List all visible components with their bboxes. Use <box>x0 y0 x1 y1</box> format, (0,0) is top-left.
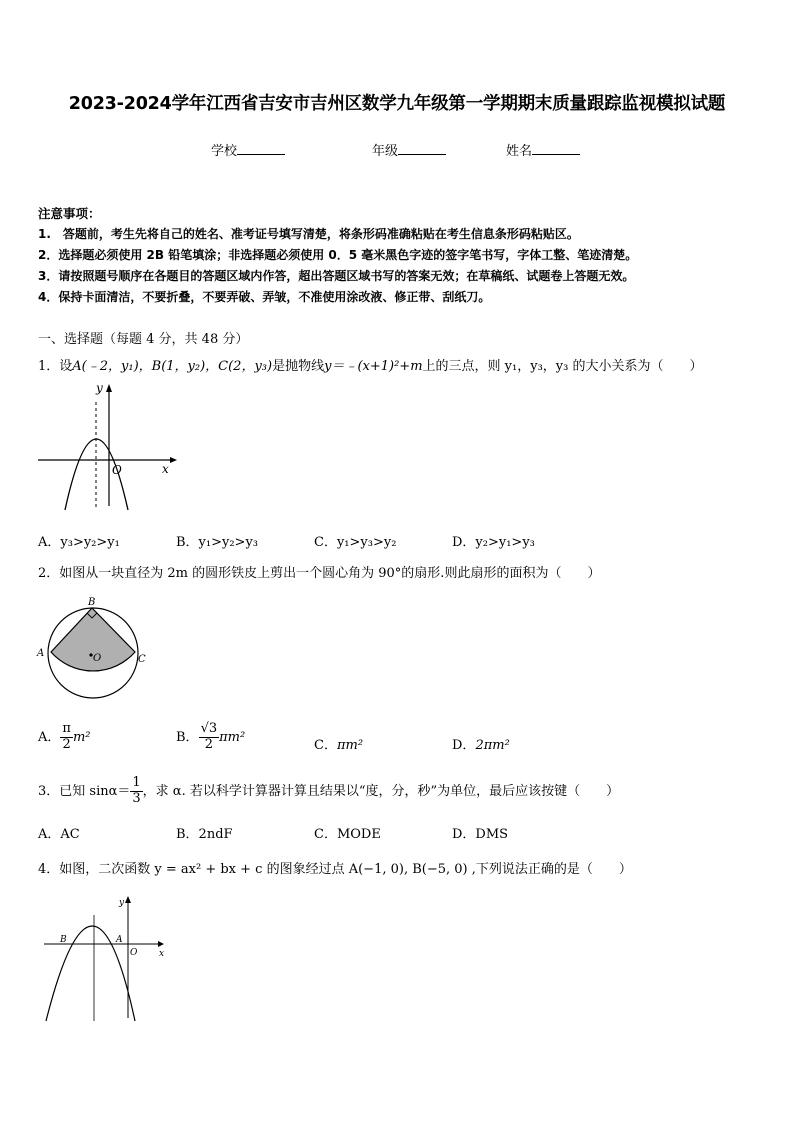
label-b: B <box>88 597 96 608</box>
q2-option-a-label: A． <box>38 729 61 745</box>
q2-circle-sector-figure <box>34 594 154 709</box>
school-blank[interactable] <box>237 142 285 155</box>
label-a: A <box>116 935 123 945</box>
q1-parabola-figure <box>34 380 184 515</box>
q2-option-b-label: B． <box>176 729 199 745</box>
q4-parabola-figure <box>40 893 175 1025</box>
q2-option-a-fraction <box>60 722 73 753</box>
x-axis-arrow <box>158 941 164 947</box>
q1-option-d[interactable]: D．y₂>y₁>y₃ <box>452 535 535 550</box>
q3-suffix: ，求 α. 若以科学计算器计算且结果以“度，分，秒”为单位，最后应该按键（ ） <box>142 783 620 799</box>
q2-option-b-unit: πm² <box>219 729 246 745</box>
label-c: C <box>138 654 146 665</box>
q3-option-d[interactable]: D．DMS <box>452 827 509 842</box>
name-label: 姓名 <box>506 144 533 159</box>
q3-frac-den: 3 <box>132 790 141 806</box>
q2-option-b-den: 2 <box>204 736 213 752</box>
label-o: O <box>130 948 138 958</box>
q1-option-c[interactable]: C．y₁>y₃>y₂ <box>314 535 397 550</box>
name-blank[interactable] <box>532 142 580 155</box>
q3-prefix: 3．已知 sinα＝ <box>38 783 131 799</box>
q1-mid: 是抛物线 <box>272 359 325 374</box>
q2-option-d[interactable] <box>452 734 510 753</box>
q1-option-a[interactable]: A．y₃>y₂>y₁ <box>38 535 120 550</box>
q3-option-a[interactable]: A．AC <box>38 827 80 842</box>
label-a: A <box>37 648 45 659</box>
question-1 <box>38 355 702 374</box>
label-b: B <box>60 935 67 945</box>
q2-option-b-num: √3 <box>200 721 218 736</box>
note-item: 4．保持卡面清洁，不要折叠，不要弄破、弄皱，不准使用涂改液、修正带、刮纸刀。 <box>38 290 491 304</box>
q2-option-d-value: 2πm² <box>475 738 510 753</box>
page-title: 2023-2024学年江西省吉安市吉州区数学九年级第一学期期末质量跟踪监视模拟试题 <box>68 94 726 114</box>
origin-label: O <box>112 463 122 477</box>
q2-option-c-value: πm² <box>336 738 364 753</box>
q3-fraction <box>130 776 142 807</box>
q1-points: A(﹣2，y₁)，B(1，y₂)，C(2，y₃) <box>72 359 273 374</box>
x-axis-arrow <box>170 457 177 463</box>
q1-formula: y＝﹣(x+1)²+m <box>324 359 423 374</box>
x-axis-label: x <box>162 462 169 476</box>
name-field <box>506 140 580 159</box>
question-2: 2．如图从一块直径为 2m 的圆形铁皮上剪出一个圆心角为 90°的扇形.则此扇形的面积为（ ） <box>38 566 601 581</box>
q1-suffix: 上的三点，则 y₁，y₃，y₃ 的大小关系为（ ） <box>422 359 703 374</box>
grade-field <box>372 140 446 159</box>
q3-option-c[interactable]: C．MODE <box>314 827 381 842</box>
q2-option-a-unit: m² <box>72 729 91 745</box>
note-item: 1. 答题前，考生先将自己的姓名、准考证号填写清楚，将条形码准确粘贴在考生信息条形码粘贴区。 <box>38 227 579 241</box>
question-3 <box>38 776 619 807</box>
q2-option-d-label: D． <box>452 738 476 753</box>
notes-heading: 注意事项： <box>38 206 101 221</box>
q2-option-a-den: 2 <box>62 736 71 752</box>
q2-option-c[interactable] <box>314 734 363 753</box>
label-x: x <box>159 949 165 959</box>
y-axis-label: y <box>96 381 103 395</box>
grade-label: 年级 <box>372 144 399 159</box>
q1-prefix: 1．设 <box>38 359 73 374</box>
q2-option-b-fraction <box>199 722 220 753</box>
q2-option-b[interactable] <box>176 722 245 753</box>
section-heading: 一、选择题（每题 4 分，共 48 分） <box>38 332 249 347</box>
y-axis-arrow <box>125 896 131 903</box>
note-item: 2．选择题必须使用 2B 铅笔填涂；非选择题必须使用 0．5 毫米黑色字迹的签字笔书写，字体工整、笔迹清楚。 <box>38 248 638 262</box>
note-item: 3．请按照题号顺序在各题目的答题区域内作答，超出答题区域书写的答案无效；在草稿纸、试题卷上答题无效。 <box>38 269 635 283</box>
q2-option-c-label: C． <box>314 738 337 753</box>
school-field <box>211 140 285 159</box>
label-y: y <box>119 898 125 908</box>
label-o: O <box>93 653 102 664</box>
y-axis-arrow <box>106 384 112 392</box>
q3-option-b[interactable]: B．2ndF <box>176 827 233 842</box>
q2-option-a[interactable] <box>38 722 90 753</box>
question-4: 4．如图，二次函数 y = ax² + bx + c 的图象经过点 A(−1, 0), B(−5, 0) ,下列说法正确的是（ ） <box>38 862 632 877</box>
school-label: 学校 <box>211 144 238 159</box>
q2-option-a-num: π <box>62 721 71 736</box>
grade-blank[interactable] <box>398 142 446 155</box>
q1-option-b[interactable]: B．y₁>y₂>y₃ <box>176 535 259 550</box>
q3-frac-num: 1 <box>132 775 141 790</box>
